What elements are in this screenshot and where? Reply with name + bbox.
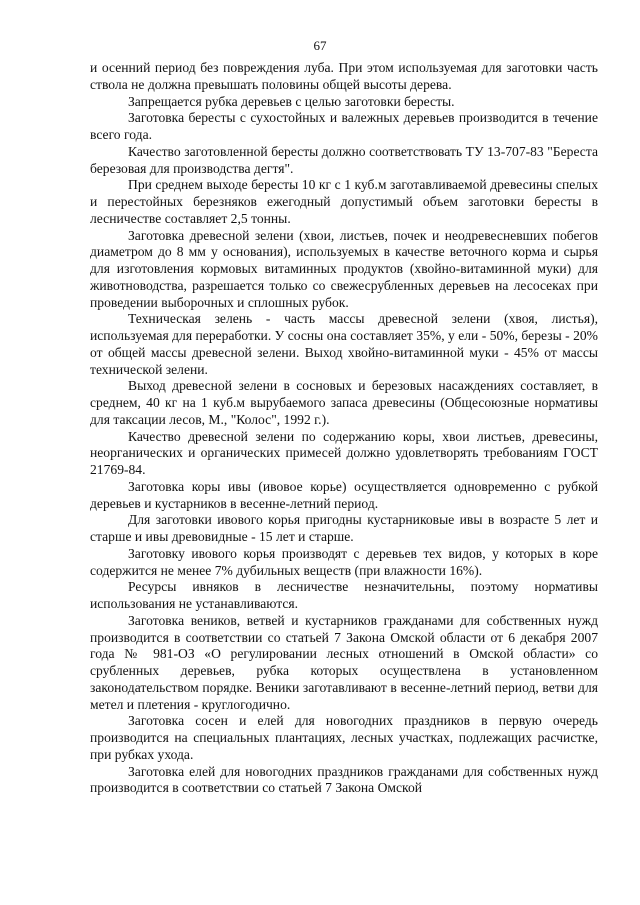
paragraph-13: Ресурсы ивняков в лесничестве незначительны, поэтому нормативы использования не устанавливаются. (90, 579, 598, 611)
paragraph-15: Заготовка сосен и елей для новогодних праздников в первую очередь производится на специальных плантациях, лесных участках, подлежащих расчистке, при рубках ухода. (90, 713, 598, 762)
paragraph-9: Качество древесной зелени по содержанию коры, хвои листьев, древесины, неорганических и органических примесей должно удовлетворять требованиям ГОСТ 21769-84. (90, 428, 598, 477)
paragraph-1: и осенний период без повреждения луба. При этом используемая для заготовки часть ствола не должна превышать половины общей высоты дерева. (90, 60, 598, 92)
paragraph-10: Заготовка коры ивы (ивовое корье) осуществляется одновременно с рубкой деревьев и кустарников в весенне-летний период. (90, 478, 598, 511)
paragraph-11: Для заготовки ивового корья пригодны кустарниковые ивы в возрасте 5 лет и старше и ивы древовидные - 15 лет и старше. (90, 512, 598, 544)
paragraph-4: Качество заготовленной бересты должно соответствовать ТУ 13-707-83 "Береста березовая для производства дегтя". (90, 143, 598, 176)
paragraph-5: При среднем выходе бересты 10 кг с 1 куб.м заготавливаемой древесины спелых и перестойных березняков ежегодный допустимый объем заготовки бересты в лесничестве составляет 2,5 тонны. (90, 177, 598, 226)
document-body (90, 60, 598, 797)
paragraph-14: Заготовка веников, ветвей и кустарников гражданами для собственных нужд производится в соответствии со статьей 7 Закона Омской области от 6 декабря 2007 года № 981-ОЗ «О регулировании лесных отношений в Омской области» со срубленных деревьев, рубка которых осуществлена в установленном законодательством порядке. Веники заготавливают в весенне-летний период, ветви для метел и плетения - круглогодично. (90, 612, 598, 712)
page-number: 67 (313, 38, 327, 53)
paragraph-8: Выход древесной зелени в сосновых и березовых насаждениях составляет, в среднем, 40 кг на 1 куб.м вырубаемого запаса древесины (Общесоюзные нормативы для таксации лесов, М., "Колос", 1992 г.). (90, 378, 598, 427)
paragraph-7: Техническая зелень - часть массы древесной зелени (хвоя, листья), используемая для переработки. У сосны она составляет 35%, у ели - 50%, березы - 20% от общей массы древесной зелени. Выход хвойно-витаминной муки - 45% от массы технической зелени. (90, 311, 598, 377)
paragraph-12: Заготовку ивового корья производят с деревьев тех видов, у которых в коре содержится не менее 7% дубильных веществ (при влажности 16%). (90, 545, 598, 578)
paragraph-3: Заготовка бересты с сухостойных и валежных деревьев производится в течение всего года. (90, 110, 598, 142)
paragraph-2: Запрещается рубка деревьев с целью заготовки бересты. (128, 93, 455, 109)
paragraph-16: Заготовка елей для новогодних праздников гражданами для собственных нужд производится в соответствии со статьей 7 Закона Омской (90, 763, 598, 796)
paragraph-6: Заготовка древесной зелени (хвои, листьев, почек и неодревесневших побегов диаметром до 8 мм у основания), используемых в качестве веточного корма и сырья для изготовления кормовых витаминных продуктов (хвойно-витаминной муки) для животноводства, разрешается только со свежесрубленных деревьев на лесосеках при проведении выборочных и сплошных рубок. (90, 227, 598, 310)
